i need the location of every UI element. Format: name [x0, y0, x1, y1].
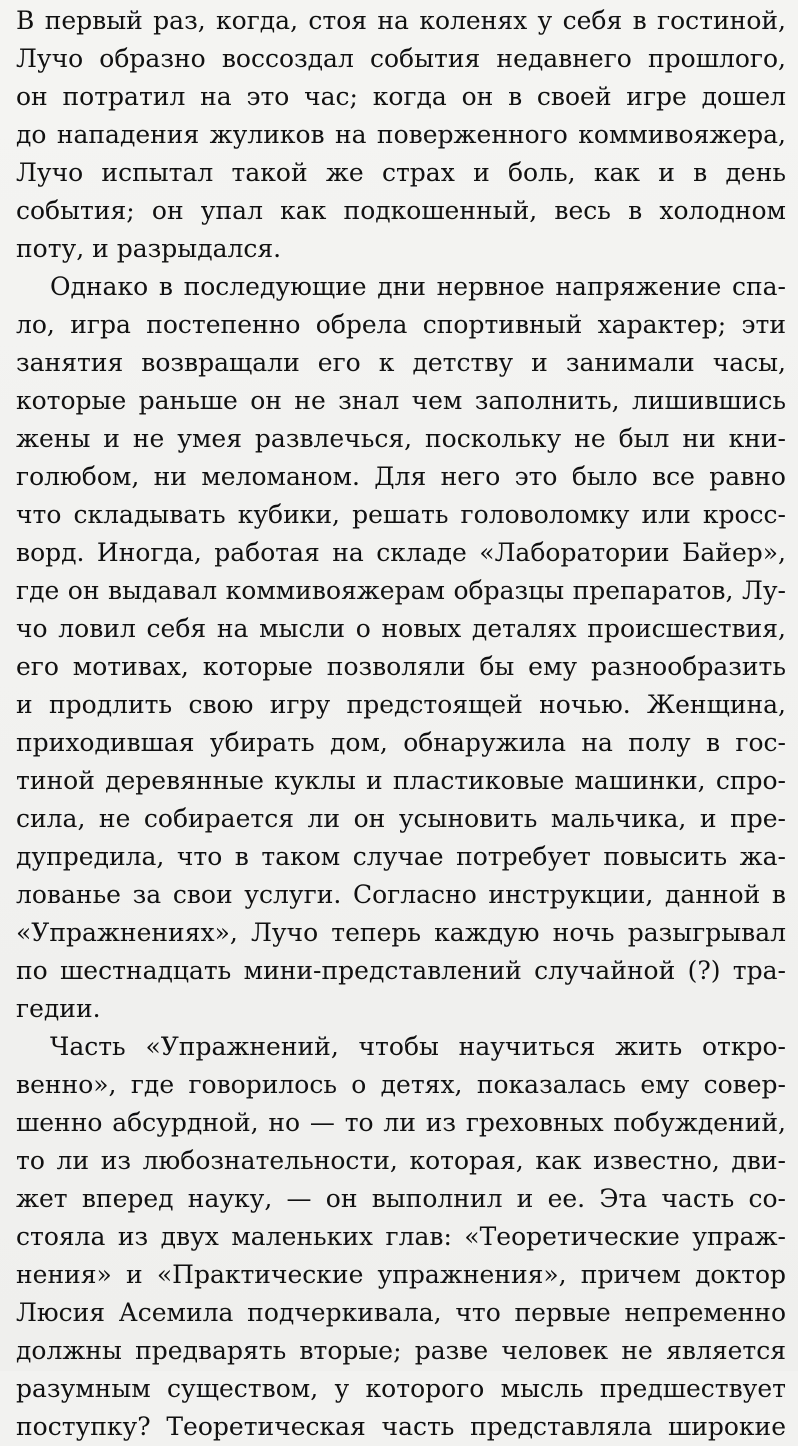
- text-line: его мотивах, которые позволяли бы ему разнообразить: [16, 652, 786, 681]
- text-line: гедии.: [16, 994, 101, 1023]
- text-line: должны предварять вторые; разве человек не является: [16, 1336, 786, 1365]
- text-line: венно», где говорилось о детях, показалась ему совер-: [16, 1070, 786, 1099]
- text-line: В первый раз, когда, стоя на коленях у себя в гостиной,: [16, 6, 786, 35]
- text-line: до нападения жуликов на поверженного коммивояжера,: [16, 120, 786, 149]
- text-line: Лучо испытал такой же страх и боль, как и в день: [16, 158, 786, 187]
- text-line: Часть «Упражнений, чтобы научиться жить откро-: [50, 1032, 786, 1061]
- text-line: тиной деревянные куклы и пластиковые машинки, спро-: [16, 766, 786, 795]
- text-line: занятия возвращали его к детству и занимали часы,: [16, 348, 786, 377]
- text-line: события; он упал как подкошенный, весь в холодном: [16, 196, 786, 225]
- text-line: которые раньше он не знал чем заполнить, лишившись: [16, 386, 786, 415]
- text-line: стояла из двух маленьких глав: «Теоретические упраж-: [16, 1222, 786, 1251]
- text-line: он потратил на это час; когда он в своей игре дошел: [16, 82, 786, 111]
- text-line: Лучо образно воссоздал события недавнего прошлого,: [16, 44, 786, 73]
- text-line: лованье за свои услуги. Согласно инструкции, данной в: [16, 880, 786, 909]
- text-line: «Упражнениях», Лучо теперь каждую ночь разыгрывал: [16, 918, 786, 947]
- text-line: и продлить свою игру предстоящей ночью. Женщина,: [16, 690, 786, 719]
- text-line: приходившая убирать дом, обнаружила на полу в гос-: [16, 728, 786, 757]
- text-line: что складывать кубики, решать головоломку или кросс-: [16, 500, 786, 529]
- text-line: дупредила, что в таком случае потребует повысить жа-: [16, 842, 786, 871]
- paragraph: [16, 268, 786, 1028]
- text-line: то ли из любознательности, которая, как известно, дви-: [16, 1146, 786, 1175]
- text-line: голюбом, ни меломаном. Для него это было все равно: [16, 462, 786, 491]
- text-line: жены и не умея развлечься, поскольку не был ни кни-: [16, 424, 786, 453]
- text-line: поступку? Теоретическая часть представляла широкие: [16, 1412, 786, 1441]
- text-line: нения» и «Практические упражнения», причем доктор: [16, 1260, 786, 1289]
- text-line: Однако в последующие дни нервное напряжение спа-: [50, 272, 786, 301]
- text-line: Люсия Асемила подчеркивала, что первые непременно: [16, 1298, 786, 1327]
- text-line: ло, игра постепенно обрела спортивный характер; эти: [16, 310, 786, 339]
- paragraph: [16, 1028, 786, 1446]
- text-line: шенно абсурдной, но — то ли из греховных побуждений,: [16, 1108, 786, 1137]
- text-line: по шестнадцать мини-представлений случайной (?) тра-: [16, 956, 786, 985]
- text-line: ворд. Иногда, работая на складе «Лаборатории Байер»,: [16, 538, 786, 567]
- page-body-text: [16, 2, 786, 1446]
- paragraph: [16, 2, 786, 268]
- text-line: поту, и разрыдался.: [16, 234, 282, 263]
- text-line: чо ловил себя на мысли о новых деталях происшествия,: [16, 614, 786, 643]
- text-line: жет вперед науку, — он выполнил и ее. Эта часть со-: [16, 1184, 786, 1213]
- text-line: разумным существом, у которого мысль предшествует: [16, 1374, 786, 1403]
- text-line: сила, не собирается ли он усыновить мальчика, и пре-: [16, 804, 786, 833]
- text-line: где он выдавал коммивояжерам образцы препаратов, Лу-: [16, 576, 786, 605]
